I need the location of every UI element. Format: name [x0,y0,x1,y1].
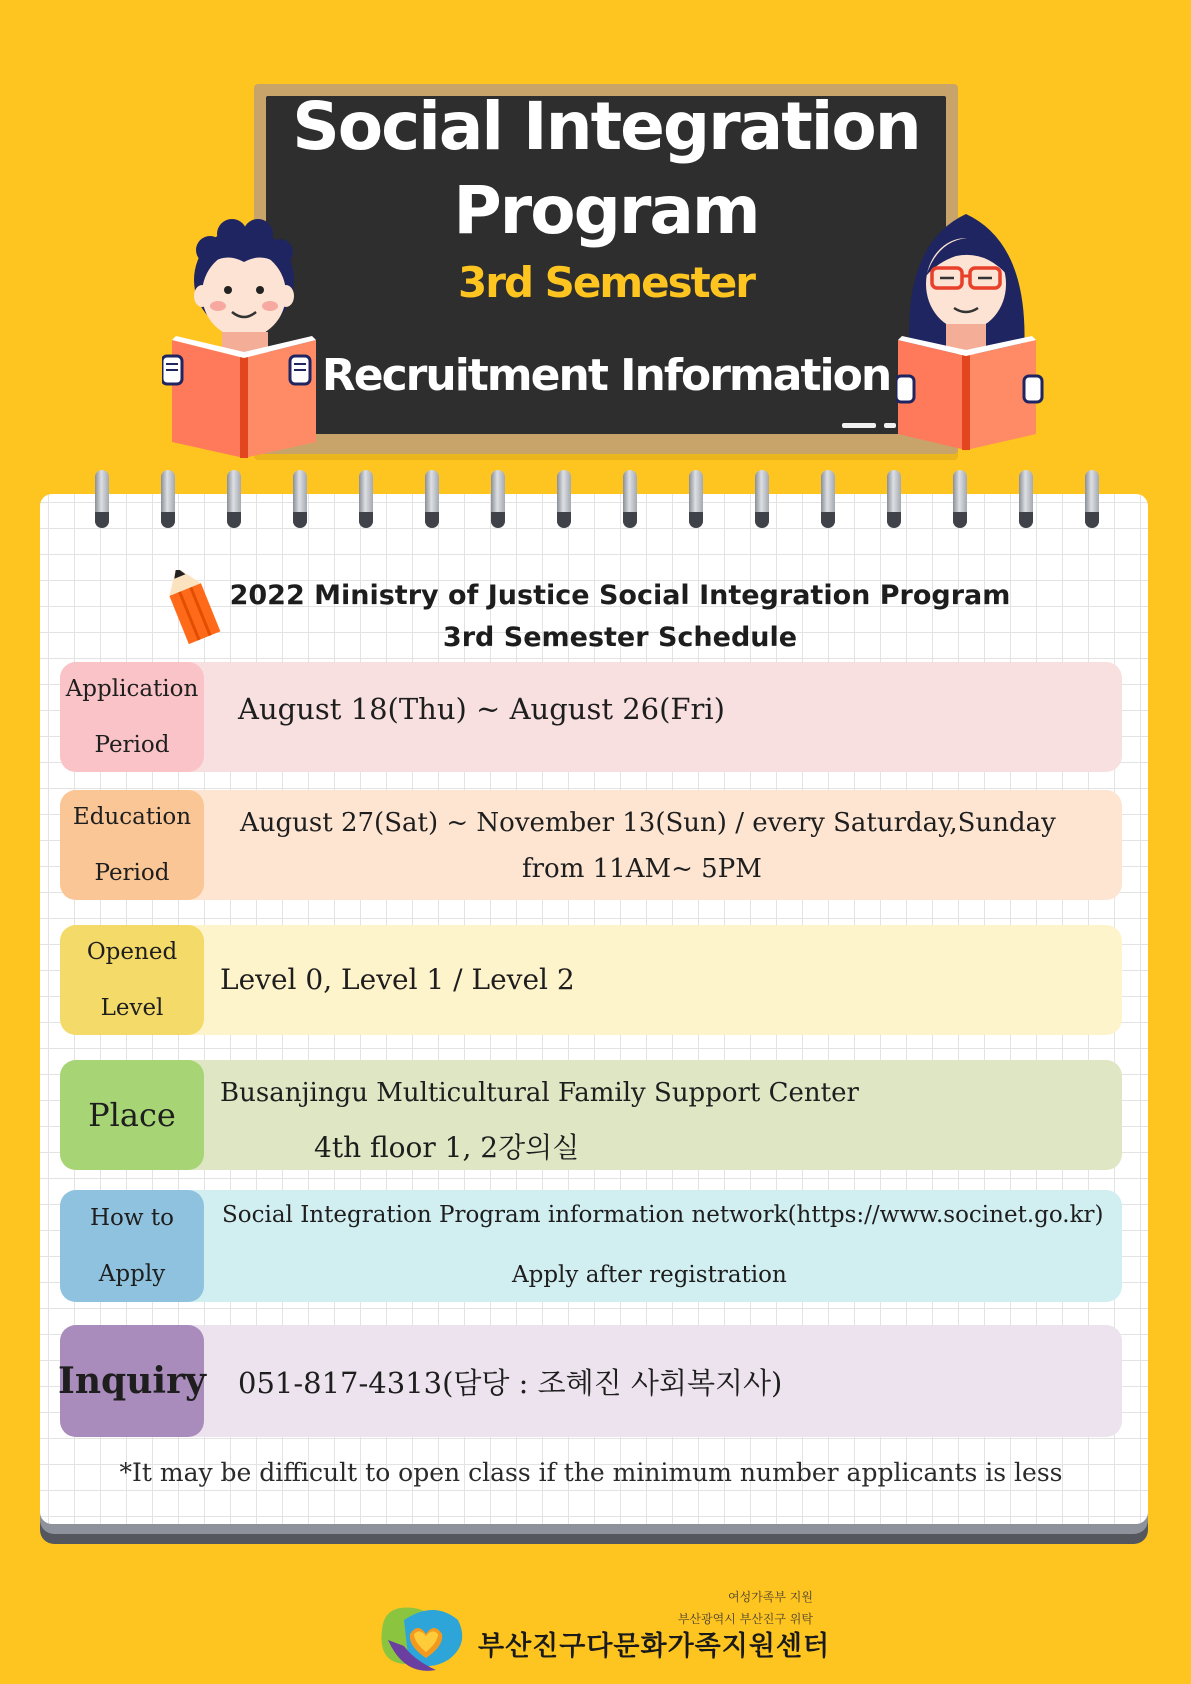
footer-support-line-2: 부산광역시 부산진구 위탁 [677,1612,813,1626]
spiral-ring [227,470,241,528]
footer-support-line-1: 여성가족부 지원 [728,1590,813,1604]
spiral-ring [1085,470,1099,528]
row-label [60,925,204,1035]
row-label-line: Education [72,804,192,830]
spiral-ring [359,470,373,528]
row-label [60,1325,204,1437]
spiral-ring [95,470,109,528]
row-content [204,1325,1122,1437]
row-opened-level [60,925,1122,1035]
spiral-ring [425,470,439,528]
row-label-line: Inquiry [58,1360,206,1402]
education-period-hours: from 11AM~ 5PM [522,854,762,884]
application-website-link[interactable]: Social Integration Program information network(https://www.socinet.go.kr) [222,1202,1104,1228]
schedule-title-line-1: 2022 Ministry of Justice Social Integration Program [229,580,1011,611]
spiral-ring [689,470,703,528]
subtitle: Recruitment Information [321,350,891,401]
row-label [60,1190,204,1302]
spiral-ring [887,470,901,528]
row-label [60,1060,204,1170]
spiral-ring [1019,470,1033,528]
row-label-line: Period [94,732,170,758]
spiral-ring [755,470,769,528]
opened-levels: Level 0, Level 1 / Level 2 [220,963,575,996]
spiral-ring [557,470,571,528]
spiral-ring [491,470,505,528]
row-place [60,1060,1122,1170]
row-content [204,662,1122,772]
row-application-period [60,662,1122,772]
row-content [204,925,1122,1035]
spiral-ring [623,470,637,528]
spiral-ring [293,470,307,528]
title-line-1: Social Integration [292,88,920,165]
chalk-piece-small [884,423,896,428]
center-name: 부산진구다문화가족지원센터 [478,1631,831,1662]
row-content [204,1190,1122,1302]
row-label [60,790,204,900]
boy-reading-illustration [162,210,332,460]
row-label-line: Period [94,860,170,886]
application-period-dates: August 18(Thu) ~ August 26(Fri) [238,692,725,726]
spiral-ring [161,470,175,528]
center-logo-icon [374,1600,470,1680]
spiral-ring [821,470,835,528]
spiral-rings [90,470,1100,530]
row-label-line: Level [100,995,164,1021]
title-line-2: Program [453,172,759,249]
place-name: Busanjingu Multicultural Family Support Center [220,1078,859,1108]
row-label [60,662,204,772]
row-how-to-apply [60,1190,1122,1302]
education-period-dates: August 27(Sat) ~ November 13(Sun) / every Saturday,Sunday [240,808,1056,838]
minimum-applicants-note: *It may be difficult to open class if the minimum number applicants is less [119,1458,1063,1487]
row-education-period [60,790,1122,900]
schedule-title-line-2: 3rd Semester Schedule [442,622,798,653]
row-label-line: Apply [98,1261,166,1287]
place-room: 4th floor 1, 2강의실 [314,1131,580,1164]
row-label-line: Application [65,676,199,702]
row-label-line: Opened [86,939,178,965]
row-inquiry [60,1325,1122,1437]
semester-label: 3rd Semester [458,258,754,307]
row-content [204,790,1122,900]
chalk-piece [842,423,876,428]
inquiry-phone: 051-817-4313(담당 : 조혜진 사회복지사) [238,1366,783,1400]
row-content [204,1060,1122,1170]
spiral-ring [953,470,967,528]
application-instruction: Apply after registration [512,1262,787,1288]
row-label-line: Place [88,1096,176,1134]
girl-reading-illustration [896,204,1046,454]
row-label-line: How to [90,1205,174,1231]
